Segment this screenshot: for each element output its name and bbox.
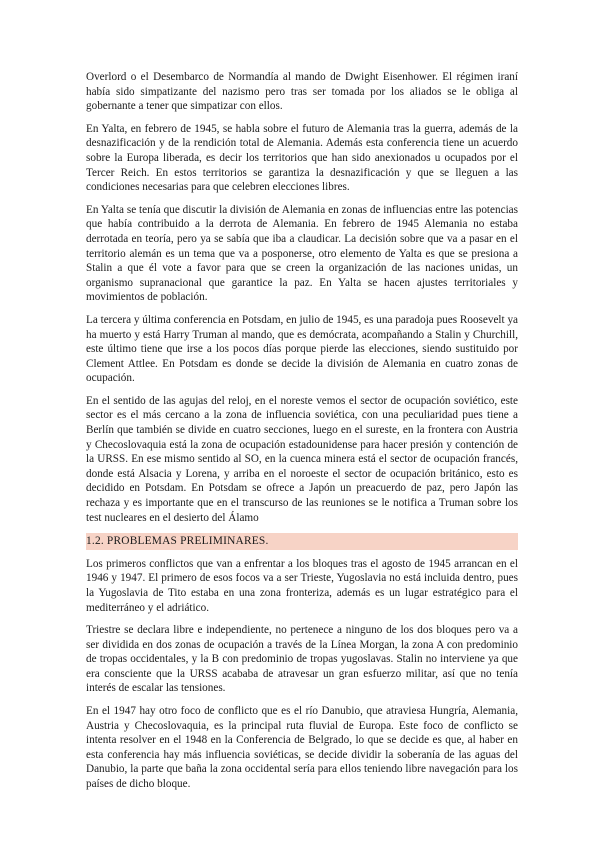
paragraph-primeros-conflictos: Los primeros conflictos que van a enfrentar a los bloques tras el agosto de 1945 arrancan en el 1946 y 1947. El primero de esos focos va a ser Trieste, Yugoslavia no está incluida dentro, pues la Yugoslavia de Tito estaba en una zona fronteriza, además es un lugar estratégico para el mediterráneo y el adriático. [86,557,518,614]
paragraph-yalta-febrero: En Yalta, en febrero de 1945, se habla sobre el futuro de Alemania tras la guerra, además de la desnazificación y de la rendición total de Alemania. Además esta conferencia tiene un acuerdo sobre la Europa liberada, es decir los territorios que han sido anexionados u ocupados por el Tercer Reich. En estos territorios se garantiza la desnazificación y que se lleguen a las condiciones necesarias para que celebren elecciones libres. [86,122,518,194]
paragraph-yalta-division: En Yalta se tenía que discutir la división de Alemania en zonas de influencias entre las potencias que había contribuido a la derrota de Alemania. En febrero de 1945 Alemania no estaba derrotada en teoría, pero ya se sabía que iba a claudicar. La decisión sobre que va a pasar en el territorio alemán es un tema que va a posponerse, otro elemento de Yalta es que se presiona a Stalin a que él vote a favor para que se creen la organización de las naciones unidas, un organismo supranacional que garantice la paz. En Yalta se hacen ajustes territoriales y movimientos de población. [86,203,518,304]
paragraph-overlord: Overlord o el Desembarco de Normandía al mando de Dwight Eisenhower. El régimen iraní había sido simpatizante del nazismo pero tras ser tomada por los aliados se le obliga al gobernante a tener que simpatizar con ellos. [86,71,518,113]
paragraph-zonas-ocupacion: En el sentido de las agujas del reloj, en el noreste vemos el sector de ocupación soviético, este sector es el más cercano a la zona de influencia soviética, con una peculiaridad pues tiene a Berlín que también se divide en cuatro secciones, luego en el sureste, en la frontera con Austria y Checoslovaquia está la zona de ocupación estadounidense para hacer presión y contención de la URSS. En ese mismo sentido al SO, en la cuenca minera está el sector de ocupación francés, donde está Alsacia y Lorena, y arriba en el noroeste el sector de ocupación británico, esto es decidido en Potsdam. En Potsdam se ofrece a Japón un preacuerdo de paz, pero Japón las rechaza y es importante que en el transcurso de las reuniones se le notifica a Truman sobre los test nucleares en el desierto del Álamo [86,394,518,524]
paragraph-danubio: En el 1947 hay otro foco de conflicto que es el río Danubio, que atraviesa Hungría, Alemania, Austria y Checoslovaquia, es la principal ruta fluvial de Europa. Este foco de conflicto se intenta resolver en el 1948 en la Conferencia de Belgrado, lo que se decide es que, al haber en esta conferencia hay más influencia soviéticas, se decide dividir la soberanía de las aguas del Danubio, la parte que baña la zona occidental sería para ellos teniendo libre navegación para los países de dicho bloque. [86,705,518,791]
section-heading: 1.2. PROBLEMAS PRELIMINARES. [86,533,518,550]
paragraph-trieste: Triestre se declara libre e independiente, no pertenece a ninguno de los dos bloques pero va a ser dividida en dos zonas de ocupación a través de la Línea Morgan, la zona A con predominio de tropas occidentales, y la B con predominio de tropas yugoslavas. Stalin no interviene ya que era consciente que la URSS acababa de atravesar un gran esfuerzo militar, así que no tenía interés de escalar las tensiones. [86,624,518,695]
paragraph-potsdam: La tercera y última conferencia en Potsdam, en julio de 1945, es una paradoja pues Roosevelt ya ha muerto y está Harry Truman al mando, que es demócrata, acompañando a Stalin y Churchill, este último tiene que irse a los pocos días porque pierde las elecciones, siendo sustituido por Clement Attlee. En Potsdam es donde se decide la división de Alemania en cuatro zonas de ocupación. [86,313,518,385]
